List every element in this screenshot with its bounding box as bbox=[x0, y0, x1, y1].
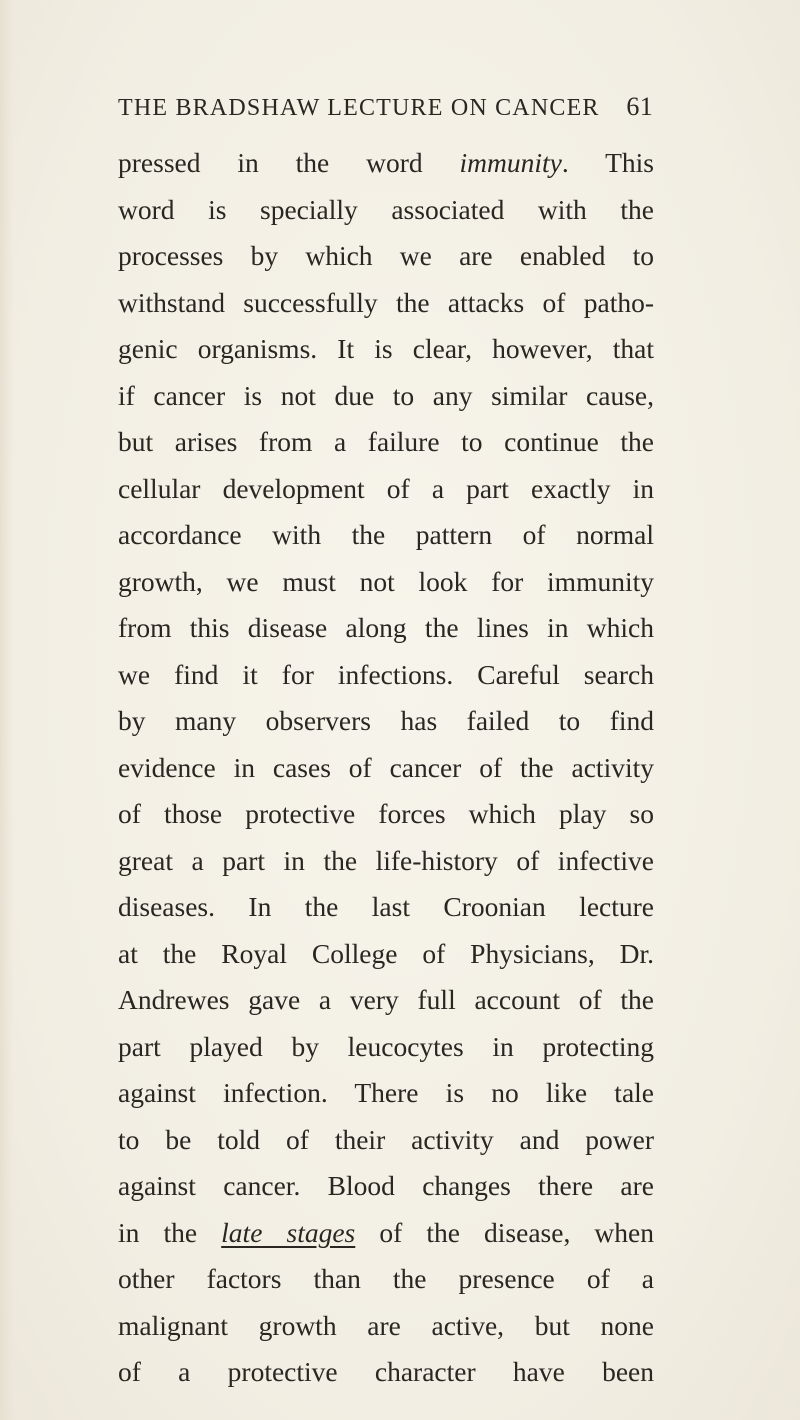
text-segment: at the Royal College of Physicians, Dr. bbox=[118, 937, 654, 969]
text-line bbox=[118, 466, 654, 513]
text-line bbox=[118, 373, 654, 420]
text-line bbox=[118, 605, 654, 652]
text-line bbox=[118, 977, 654, 1024]
text-segment: but arises from a failure to continue the bbox=[118, 426, 654, 457]
page-gutter-shadow bbox=[0, 0, 14, 1420]
text-segment: against infection. There is no like tale bbox=[118, 1077, 654, 1108]
text-segment: growth, we must not look for immunity bbox=[118, 565, 654, 597]
text-segment: by many observers has failed to find bbox=[118, 705, 654, 736]
text-segment: of a protective character have been bbox=[118, 1356, 654, 1387]
text-segment: to be told of their activity and power bbox=[118, 1123, 654, 1155]
text-segment: diseases. In the last Croonian lecture bbox=[118, 891, 654, 922]
text-segment: . This bbox=[561, 147, 654, 178]
text-line bbox=[118, 419, 654, 466]
text-line bbox=[118, 326, 654, 373]
text-segment: cellular development of a part exactly in bbox=[118, 472, 654, 504]
text-line bbox=[118, 838, 654, 885]
text-line bbox=[118, 652, 654, 699]
text-line bbox=[118, 791, 654, 838]
text-segment: genic organisms. It is clear, however, that bbox=[118, 333, 654, 364]
text-segment: immunity bbox=[459, 147, 562, 178]
text-segment: processes by which we are enabled to bbox=[118, 240, 654, 271]
text-line bbox=[118, 140, 654, 187]
text-segment: great a part in the life-history of infective bbox=[118, 844, 654, 876]
text-line bbox=[118, 187, 654, 234]
text-segment: malignant growth are active, but none bbox=[118, 1309, 654, 1341]
text-segment: pressed in the word bbox=[118, 147, 460, 178]
running-title: THE BRADSHAW LECTURE ON CANCER bbox=[118, 95, 600, 121]
text-line bbox=[118, 233, 654, 280]
text-segment: from this disease along the lines in which bbox=[118, 612, 654, 643]
text-line bbox=[118, 745, 654, 792]
text-line bbox=[118, 280, 654, 327]
text-line bbox=[118, 1117, 654, 1164]
text-segment: in the bbox=[118, 1216, 222, 1248]
running-header bbox=[118, 92, 653, 126]
text-segment: accordance with the pattern of normal bbox=[118, 519, 654, 550]
text-line bbox=[118, 884, 654, 931]
text-segment: late stages bbox=[221, 1216, 356, 1248]
text-line bbox=[118, 559, 654, 606]
text-line bbox=[118, 698, 654, 745]
text-segment: if cancer is not due to any similar cause, bbox=[118, 379, 654, 411]
text-line bbox=[118, 1256, 654, 1303]
text-segment: Andrewes gave a very full account of the bbox=[118, 984, 654, 1015]
text-segment: word is specially associated with the bbox=[118, 193, 654, 225]
text-line bbox=[118, 512, 654, 559]
text-line bbox=[118, 1210, 654, 1257]
text-segment: other factors than the presence of a bbox=[118, 1263, 654, 1294]
text-segment: against cancer. Blood changes there are bbox=[118, 1170, 654, 1201]
text-line bbox=[118, 931, 654, 978]
text-segment: of the disease, when bbox=[355, 1216, 654, 1248]
text-line bbox=[118, 1303, 654, 1350]
text-line bbox=[118, 1070, 654, 1117]
text-segment: part played by leucocytes in protecting bbox=[118, 1030, 654, 1062]
text-segment: we find it for infections. Careful search bbox=[118, 658, 654, 690]
text-line bbox=[118, 1024, 654, 1071]
page-number: 61 bbox=[626, 92, 653, 121]
text-segment: evidence in cases of cancer of the activity bbox=[118, 751, 654, 783]
text-segment: of those protective forces which play so bbox=[118, 798, 654, 829]
body-paragraph bbox=[118, 140, 654, 1396]
text-line bbox=[118, 1349, 654, 1396]
text-segment: withstand successfully the attacks of patho- bbox=[118, 286, 654, 318]
text-line bbox=[118, 1163, 654, 1210]
